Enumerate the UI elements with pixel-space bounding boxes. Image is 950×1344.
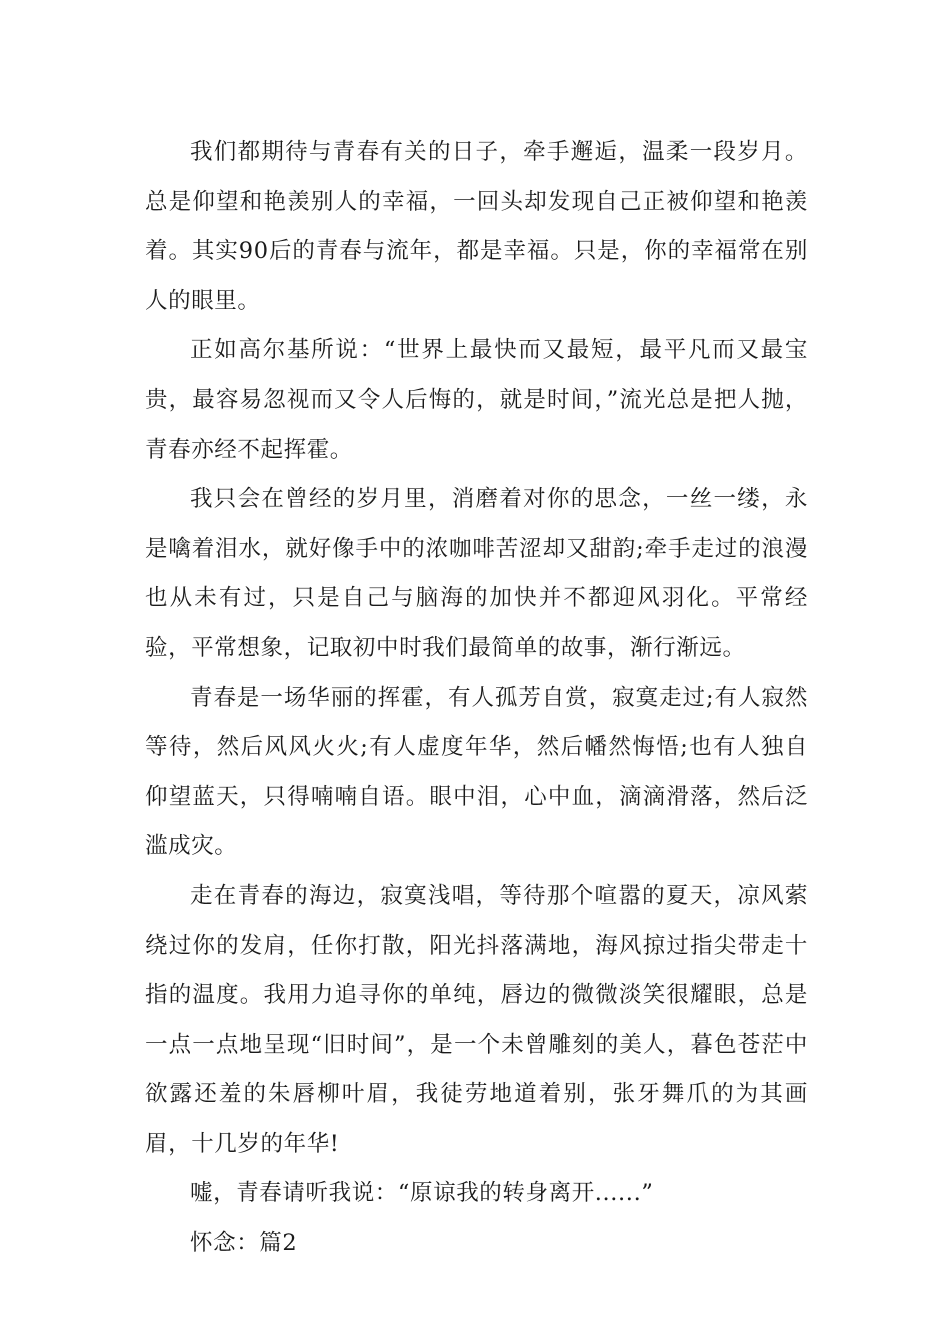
paragraph-6: 嘘，青春请听我说：“原谅我的转身离开......”: [190, 1180, 654, 1207]
section-heading: 怀念：篇2: [190, 1230, 298, 1257]
paragraph-1: 我们都期待与青春有关的日子，牵手邂逅，温柔一段岁月。总是仰望和艳羡别人的幸福，一回头却发现自己正被仰望和艳羡着。其实90后的青春与流年，都是幸福。只是，你的幸福常在别人的眼里。: [145, 139, 808, 314]
document-body: [145, 128, 808, 1269]
paragraph-3: 我只会在曾经的岁月里，消磨着对你的思念，一丝一缕，永是噙着泪水，就好像手中的浓咖啡苦涩却又甜韵;牵手走过的浪漫也从未有过，只是自己与脑海的加快并不都迎风羽化。平常经验，平常想象，记取初中时我们最简单的故事，渐行渐远。: [145, 486, 808, 661]
paragraph-4: 青春是一场华丽的挥霍，有人孤芳自赏，寂寞走过;有人寂然等待，然后风风火火;有人虚度年华，然后幡然悔悟;也有人独自仰望蓝天，只得喃喃自语。眼中泪，心中血，滴滴滑落，然后泛滥成灾。: [145, 684, 808, 860]
paragraph-5: 走在青春的海边，寂寞浅唱，等待那个喧嚣的夏天，凉风萦绕过你的发肩，任你打散，阳光抖落满地，海风掠过指尖带走十指的温度。我用力追寻你的单纯，唇边的微微淡笑很耀眼，总是一点一点地呈现“旧时间”，是一个未曾雕刻的美人，暮色苍茫中欲露还羞的朱唇柳叶眉，我徒劳地道着别，张牙舞爪的为其画眉，十几岁的年华!: [145, 882, 808, 1157]
paragraph-2: 正如高尔基所说：“世界上最快而又最短，最平凡而又最宝贵，最容易忽视而又令人后悔的，就是时间，”流光总是把人抛，青春亦经不起挥霍。: [145, 337, 808, 463]
